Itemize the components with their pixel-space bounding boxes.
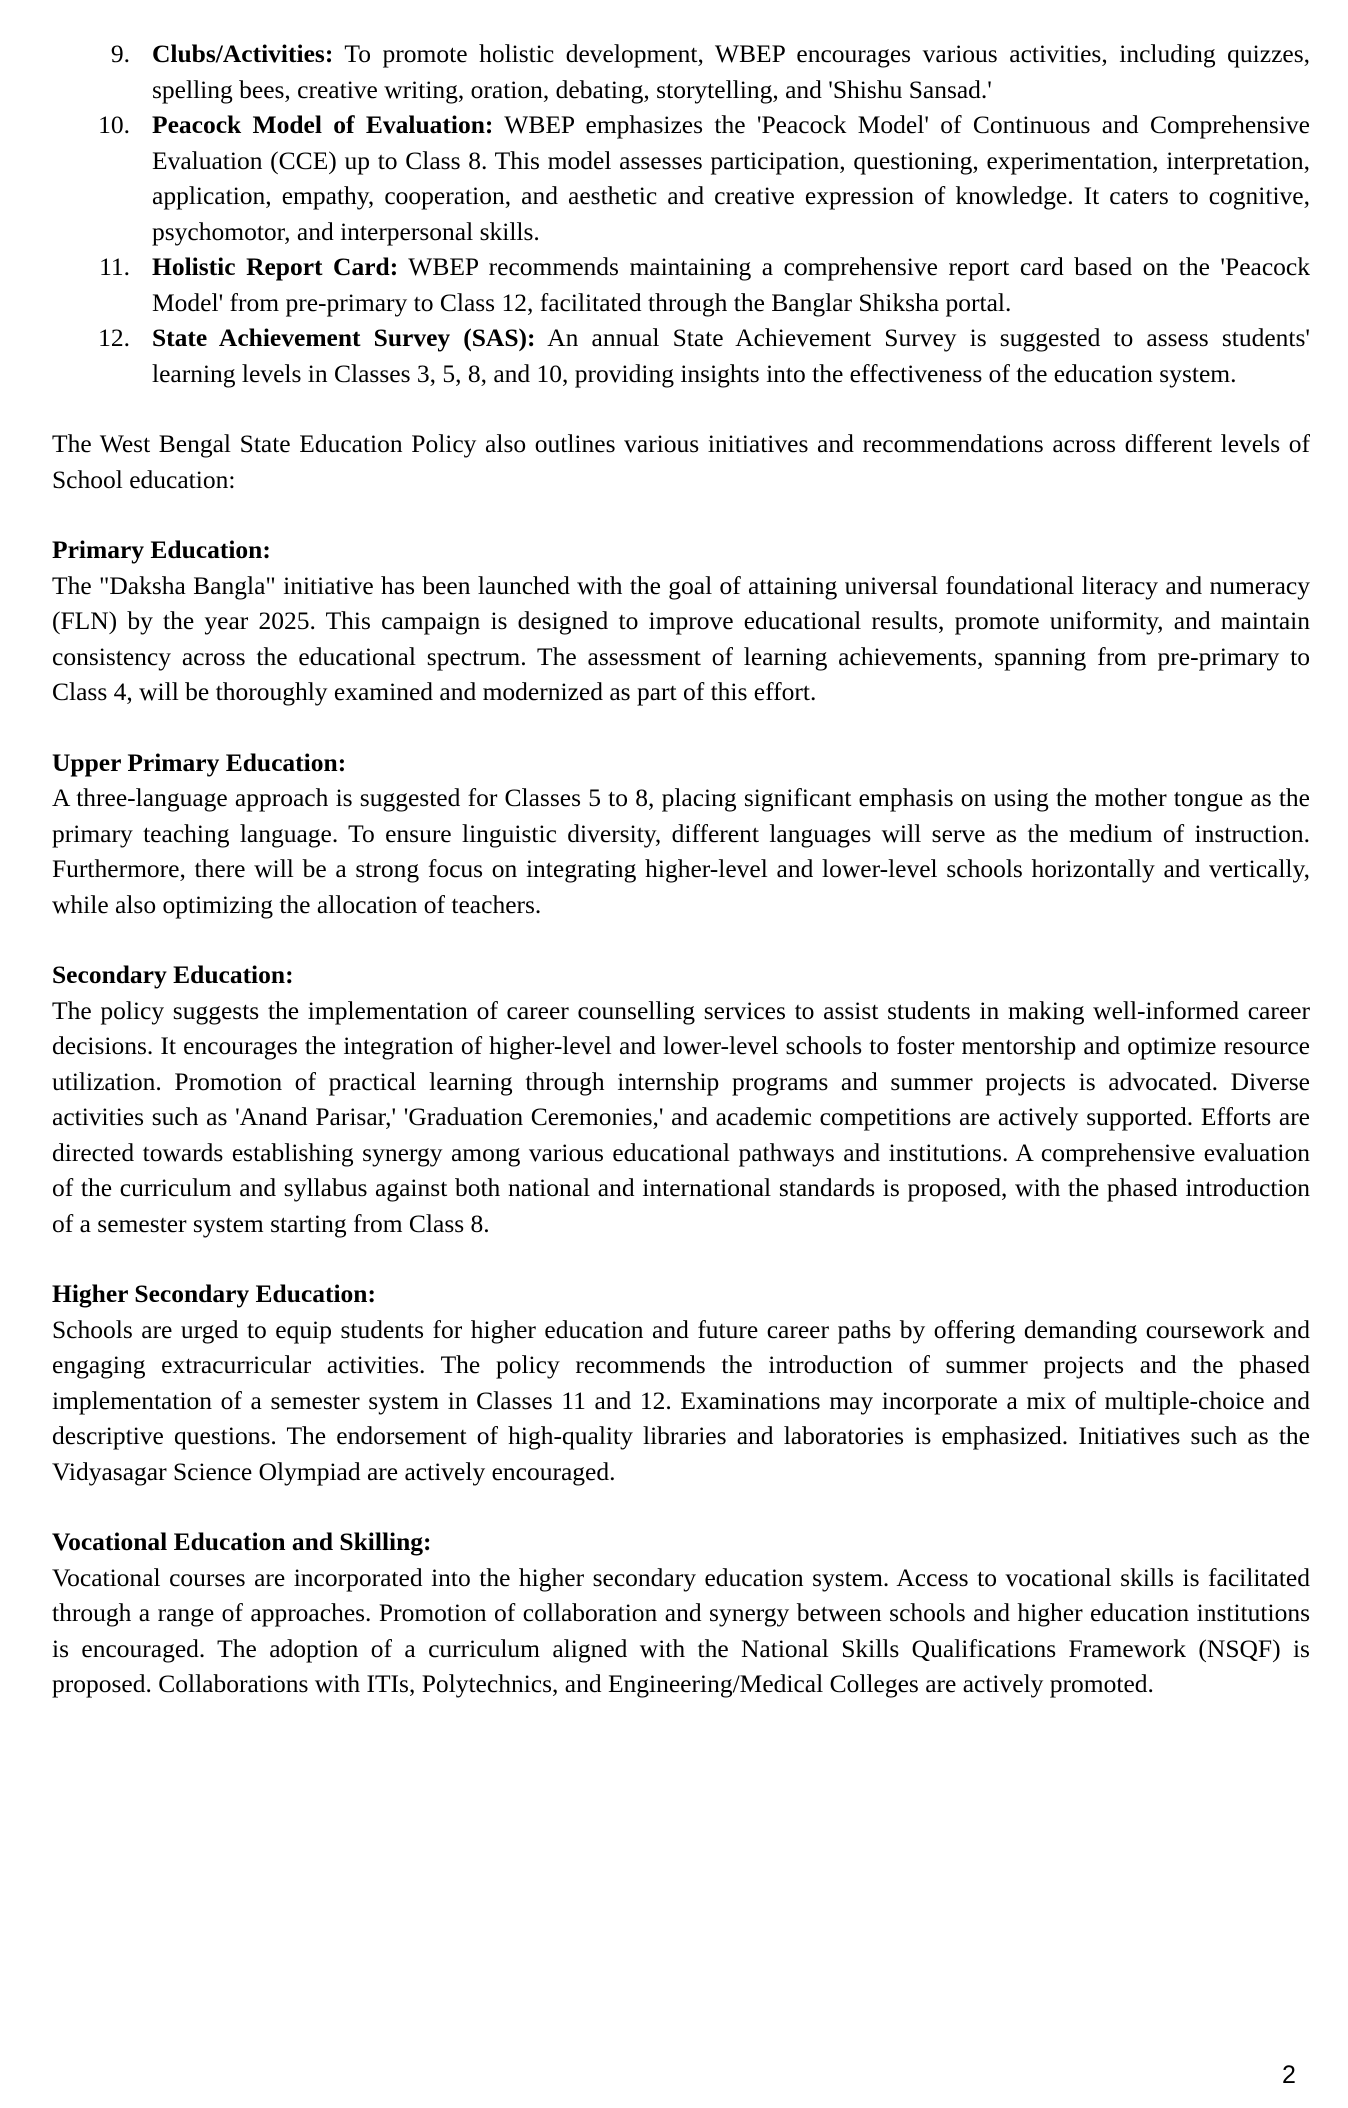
page-number: 2 (1282, 2061, 1296, 2089)
section-primary-education (52, 532, 1310, 710)
list-item-lead: State Achievement Survey (SAS): (152, 323, 536, 352)
section-body: The policy suggests the implementation of career counselling services to assist students in making well-informed career decisions. It encourages the integration of higher-level and lower-level schools to foster mentorship and optimize resource utilization. Promotion of practical learning through internship programs and summer projects is advocated. Diverse activities such as 'Anand Parisar,' 'Graduation Ceremonies,' and academic competitions are actively supported. Efforts are directed towards establishing synergy among various educational pathways and institutions. A comprehensive evaluation of the curriculum and syllabus against both national and international standards is proposed, with the phased introduction of a semester system starting from Class 8. (52, 995, 1310, 1238)
section-heading: Upper Primary Education: (52, 747, 347, 777)
list-item (52, 320, 1310, 391)
section-secondary-education (52, 957, 1310, 1241)
list-item-text: WBEP emphasizes the 'Peacock Model' of Continuous and Comprehensive Evaluation (CCE) up to Class 8. This model assesses participation, questioning, experimentation, interpretation, application, empathy, cooperation, and aesthetic and creative expression of knowledge. It caters to cognitive, psychomotor, and interpersonal skills. (152, 110, 1310, 246)
numbered-list (52, 36, 1310, 391)
section-heading: Higher Secondary Education: (52, 1279, 376, 1308)
list-item-text: To promote holistic development, WBEP encourages various activities, including quizzes, spelling bees, creative writing, oration, debating, storytelling, and 'Shishu Sansad.' (152, 39, 1310, 104)
list-item-lead: Holistic Report Card: (152, 252, 399, 281)
section-body: The "Daksha Bangla" initiative has been launched with the goal of attaining universal foundational literacy and numeracy (FLN) by the year 2025. This campaign is designed to improve educational results, promote uniformity, and maintain consistency across the educational spectrum. The assessment of learning achievements, spanning from pre-primary to Class 4, will be thoroughly examined and modernized as part of this effort. (52, 570, 1310, 706)
document-page (52, 36, 1310, 1702)
section-vocational-education (52, 1524, 1310, 1702)
section-heading: Secondary Education: (52, 960, 294, 989)
intro-paragraph: The West Bengal State Education Policy also outlines various initiatives and recommendations across different levels of School education: (52, 429, 1310, 494)
list-number: 10. (98, 110, 130, 139)
list-item-lead: Clubs/Activities: (152, 39, 334, 68)
section-body: A three-language approach is suggested for Classes 5 to 8, placing significant emphasis on using the mother tongue as the primary teaching language. To ensure linguistic diversity, different languages will serve as the medium of instruction. Furthermore, there will be a strong focus on integrating higher-level and lower-level schools horizontally and vertically, while also optimizing the allocation of teachers. (52, 783, 1310, 919)
list-item (52, 36, 1310, 107)
list-number: 11. (99, 252, 130, 281)
section-heading: Vocational Education and Skilling: (52, 1527, 432, 1556)
list-item-lead: Peacock Model of Evaluation: (152, 110, 494, 139)
section-body: Schools are urged to equip students for higher education and future career paths by offering demanding coursework and engaging extracurricular activities. The policy recommends the introduction of summer projects and the phased implementation of a semester system in Classes 11 and 12. Examinations may incorporate a mix of multiple-choice and descriptive questions. The endorsement of high-quality libraries and laboratories is emphasized. Initiatives such as the Vidyasagar Science Olympiad are actively encouraged. (52, 1314, 1310, 1486)
list-number: 12. (98, 323, 130, 352)
section-heading: Primary Education: (52, 535, 271, 564)
list-item (52, 107, 1310, 249)
list-item-text: An annual State Achievement Survey is suggested to assess students' learning levels in Classes 3, 5, 8, and 10, providing insights into the effectiveness of the education system. (152, 323, 1311, 388)
list-item-text: WBEP recommends maintaining a comprehensive report card based on the 'Peacock Model' from pre-primary to Class 12, facilitated through the Banglar Shiksha portal. (152, 252, 1310, 317)
list-number: 9. (110, 39, 130, 68)
list-item (52, 249, 1310, 320)
section-higher-secondary-education (52, 1276, 1310, 1489)
section-upper-primary-education (52, 745, 1310, 923)
section-body: Vocational courses are incorporated into the higher secondary education system. Access to vocational skills is facilitated through a range of approaches. Promotion of collaboration and synergy between schools and higher education institutions is encouraged. The adoption of a curriculum aligned with the National Skills Qualifications Framework (NSQF) is proposed. Collaborations with ITIs, Polytechnics, and Engineering/Medical Colleges are actively promoted. (52, 1562, 1310, 1698)
